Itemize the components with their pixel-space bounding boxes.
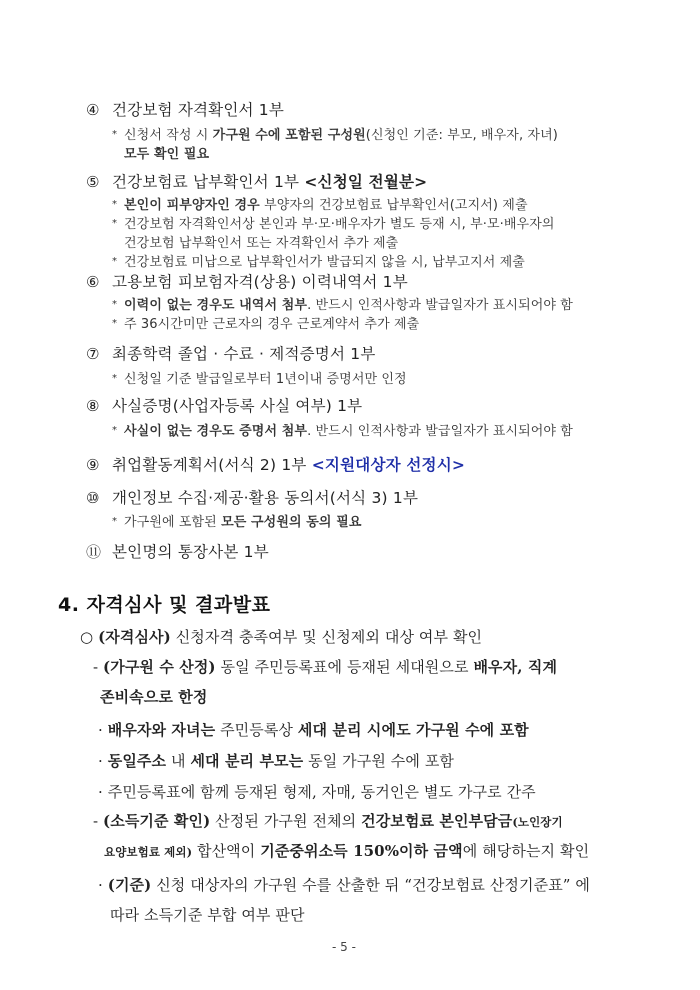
item-number: ⑥ [86, 273, 100, 291]
bullet-3 [98, 781, 536, 802]
income-bold: 건강보험료 본인부담금 [361, 812, 513, 830]
bullet-text: 주민등록상 [215, 721, 298, 739]
note-text: 가구원에 포함된 [124, 515, 222, 530]
income-text: 합산액이 [192, 842, 261, 860]
item-title-text: 고용보험 피보험자격(상용) 이력내역서 1부 [112, 273, 408, 291]
item-4-note-1 [112, 124, 558, 143]
income-line [93, 810, 563, 831]
income-small-cont: 요양보험료 제외) [104, 845, 193, 859]
note-text: 모두 확인 필요 [124, 147, 210, 162]
asterisk-icon: * [112, 218, 118, 229]
bullet-bold: 배우자와 자녀는 [107, 721, 216, 739]
page-number: - 5 - [332, 940, 356, 954]
bullet-text: 내 [166, 752, 191, 770]
criteria-text: 신청 대상자의 가구원 수를 산출한 뒤 “건강보험료 산정기준표” 에 [151, 876, 591, 894]
bullet-bold: 세대 분리 부모는 [190, 752, 304, 770]
item-title-bold: <신청일 전월분> [304, 173, 428, 191]
bullet-bold: 세대 분리 시에도 가구원 수에 포함 [297, 721, 529, 739]
note-bold: 본인이 피부양자인 경우 [124, 198, 260, 213]
dot-bullet: · [98, 752, 103, 770]
note-text: 건강보험료 미납으로 납부확인서가 발급되지 않을 시, 납부고지서 제출 [124, 255, 525, 270]
note-bold: 가구원 수에 포함된 구성원 [212, 128, 366, 143]
item-title-text: 취업활동계획서(서식 2) 1부 [112, 456, 312, 474]
asterisk-icon: * [112, 299, 118, 310]
note-text: (신청인 기준: 부모, 배우자, 자녀) [365, 128, 558, 143]
asterisk-icon: * [112, 129, 118, 140]
note-bold: 이력이 없는 경우도 내역서 첨부 [124, 298, 308, 313]
asterisk-icon: * [112, 516, 118, 527]
note-text: 신청서 작성 시 [124, 128, 213, 143]
item-4-note-1-cont [124, 143, 209, 162]
review-label: (자격심사) [98, 628, 171, 646]
dot-bullet: · [98, 876, 103, 894]
item-5-note-2-cont [124, 232, 398, 251]
item-title-text: 본인명의 통장사본 1부 [112, 543, 269, 561]
household-line-cont [100, 686, 207, 707]
note-bold: 사실이 없는 경우도 증명서 첨부 [124, 424, 308, 439]
item-number: ⑪ [86, 543, 102, 561]
asterisk-icon: * [112, 318, 118, 329]
item-11-title [86, 540, 269, 562]
item-number: ④ [86, 101, 100, 119]
item-5-note-3 [112, 251, 525, 270]
asterisk-icon: * [112, 425, 118, 436]
item-number: ⑧ [86, 397, 100, 415]
item-8-title [86, 394, 362, 416]
household-label: (가구원 수 산정) [103, 658, 216, 676]
note-text: 건강보험 자격확인서상 본인과 부·모·배우자가 별도 등재 시, 부·모·배우자의 [124, 217, 555, 232]
note-text: 부양자의 건강보험료 납부확인서(고지서) 제출 [259, 198, 528, 213]
item-10-title [86, 486, 418, 508]
item-10-note-1 [112, 511, 362, 530]
item-title-text: 개인정보 수집·제공·활용 동의서(서식 3) 1부 [112, 489, 419, 507]
dash-bullet: - [93, 658, 99, 676]
section-4-title: 4. 자격심사 및 결과발표 [58, 594, 271, 616]
note-text: 신청일 기준 발급일로부터 1년이내 증명서만 인정 [124, 372, 407, 387]
household-line [93, 656, 557, 677]
item-number: ⑤ [86, 173, 100, 191]
item-9-title [86, 453, 465, 475]
item-number: ⑨ [86, 456, 100, 474]
income-text: 산정된 가구원 전체의 [210, 812, 362, 830]
item-8-note-1 [112, 420, 573, 439]
dot-bullet: · [98, 783, 103, 801]
item-4-title [86, 98, 284, 120]
item-7-title [86, 342, 376, 364]
item-title-text: 건강보험료 납부확인서 1부 [112, 173, 305, 191]
item-title-highlight: <지원대상자 선정시> [311, 456, 466, 474]
income-small: (노인장기 [512, 815, 563, 829]
asterisk-icon: * [112, 256, 118, 267]
note-text: . 반드시 인적사항과 발급일자가 표시되어야 함 [307, 424, 573, 439]
income-text: 에 해당하는지 확인 [462, 842, 590, 860]
household-bold-cont: 존비속으로 한정 [100, 688, 208, 706]
dot-bullet: · [98, 721, 103, 739]
item-number: ⑦ [86, 345, 100, 363]
item-5-note-2 [112, 213, 555, 232]
item-7-note-1 [112, 368, 407, 387]
item-6-note-2 [112, 313, 419, 332]
income-line-cont [104, 840, 589, 861]
note-text: 건강보험 납부확인서 또는 자격확인서 추가 제출 [124, 236, 399, 251]
item-6-note-1 [112, 294, 573, 313]
review-text: 신청자격 충족여부 및 신청제외 대상 여부 확인 [170, 628, 483, 646]
item-title-text: 사실증명(사업자등록 사실 여부) 1부 [112, 397, 363, 415]
item-title-text: 최종학력 졸업 · 수료 · 제적증명서 1부 [112, 345, 376, 363]
note-text: . 반드시 인적사항과 발급일자가 표시되어야 함 [307, 298, 573, 313]
criteria-label: (기준) [107, 876, 152, 894]
item-number: ⑩ [86, 489, 100, 507]
review-line [80, 626, 482, 647]
bullet-text: 주민등록표에 함께 등재된 형제, 자매, 동거인은 별도 가구로 간주 [107, 783, 536, 801]
bullet-1 [98, 719, 529, 740]
criteria-line-cont [110, 904, 305, 925]
item-6-title [86, 270, 408, 292]
criteria-line [98, 874, 590, 895]
household-text: 동일 주민등록표에 등재된 세대원으로 [215, 658, 474, 676]
item-title-text: 건강보험 자격확인서 1부 [112, 101, 285, 119]
bullet-bold: 동일주소 [107, 752, 167, 770]
bullet-2 [98, 750, 454, 771]
asterisk-icon: * [112, 199, 118, 210]
household-bold: 배우자, 직계 [473, 658, 558, 676]
note-bold: 모든 구성원의 동의 필요 [221, 515, 362, 530]
asterisk-icon: * [112, 373, 118, 384]
income-bold: 기준중위소득 150%이하 금액 [260, 842, 463, 860]
item-5-note-1 [112, 194, 528, 213]
criteria-text: 따라 소득기준 부합 여부 판단 [110, 906, 305, 924]
income-label: (소득기준 확인) [103, 812, 211, 830]
item-5-title [86, 170, 427, 192]
note-text: 주 36시간미만 근로자의 경우 근로계약서 추가 제출 [124, 317, 420, 332]
dash-bullet: - [93, 812, 99, 830]
bullet-text: 동일 가구원 수에 포함 [303, 752, 455, 770]
circle-bullet-icon: ○ [80, 628, 94, 646]
